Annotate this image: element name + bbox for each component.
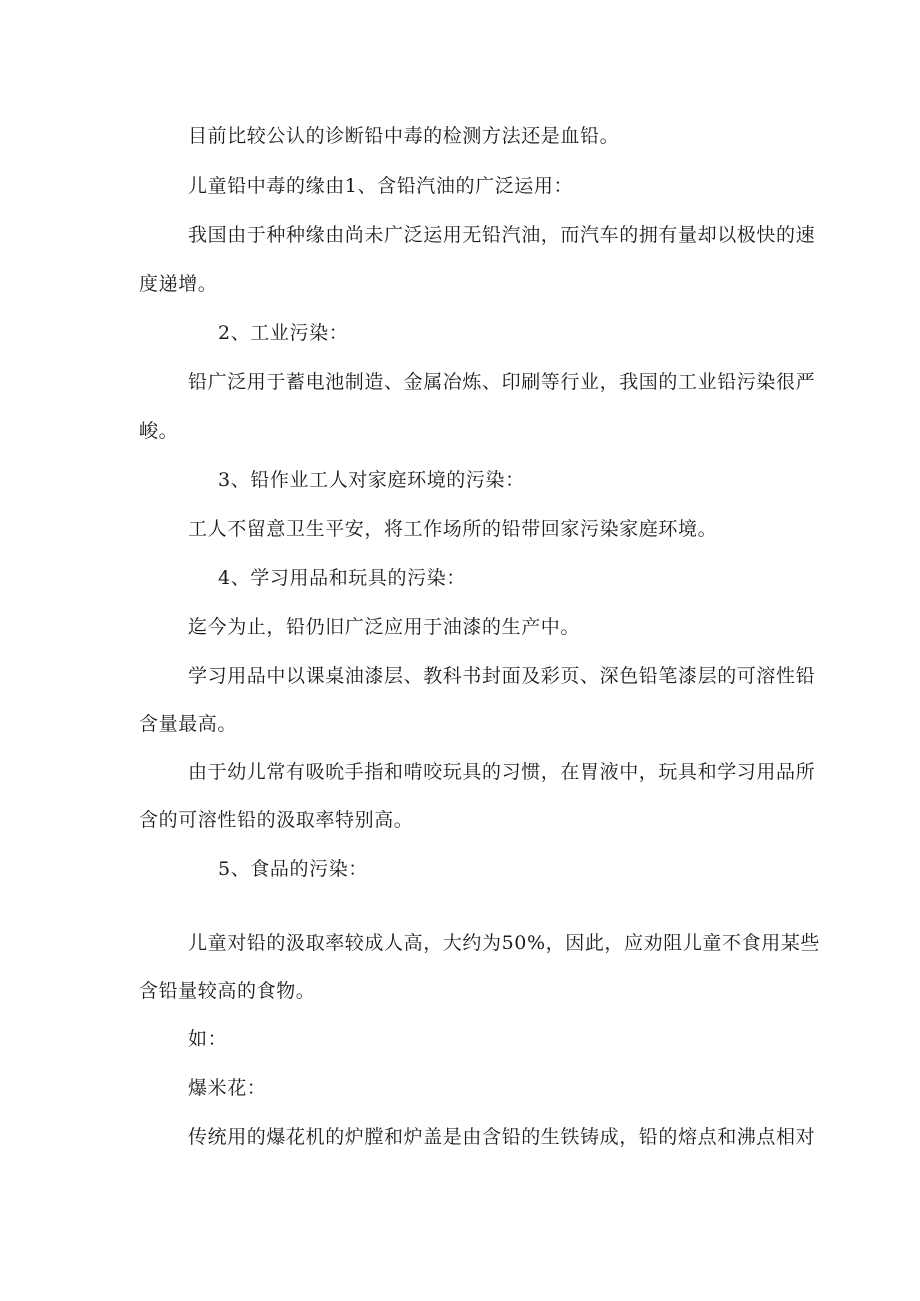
paragraph-line: 工人不留意卫生平安，将工作场所的铅带回家污染家庭环境。: [188, 518, 718, 540]
paragraph-line: 迄今为止，铅仍旧广泛应用于油漆的生产中。: [188, 616, 581, 638]
paragraph-line: 儿童对铅的汲取率较成人高，大约为50%，因此，应劝阻儿童不食用某些: [188, 932, 821, 954]
paragraph-line: 传统用的爆花机的炉膛和炉盖是由含铅的生铁铸成，铅的熔点和沸点相对: [188, 1126, 816, 1148]
paragraph-line: 铅广泛用于蓄电池制造、金属冶炼、印刷等行业，我国的工业铅污染很严: [188, 371, 816, 393]
section-heading: 3、铅作业工人对家庭环境的污染：: [218, 469, 525, 491]
paragraph-line: 儿童铅中毒的缘由1、含铅汽油的广泛运用：: [188, 175, 574, 197]
paragraph-line: 含量最高。: [139, 713, 238, 735]
paragraph-line: 由于幼儿常有吸吮手指和啃咬玩具的习惯，在胃液中，玩具和学习用品所: [188, 761, 816, 783]
paragraph-line: 度递增。: [139, 273, 218, 295]
paragraph-line: 峻。: [139, 420, 179, 442]
paragraph-line: 爆米花：: [188, 1077, 267, 1099]
paragraph-line: 学习用品中以课桌油漆层、教科书封面及彩页、深色铅笔漆层的可溶性铅: [188, 665, 816, 687]
section-heading: 2、工业污染：: [218, 322, 349, 344]
section-heading: 4、学习用品和玩具的污染：: [218, 567, 466, 589]
paragraph-line: 如：: [188, 1028, 228, 1050]
section-heading: 5、食品的污染：: [218, 858, 368, 880]
paragraph-line: 含的可溶性铅的汲取率特别高。: [139, 809, 414, 831]
paragraph-line: 含铅量较高的食物。: [139, 980, 316, 1002]
paragraph-line: 我国由于种种缘由尚未广泛运用无铅汽油，而汽车的拥有量却以极快的速: [188, 224, 816, 246]
paragraph-line: 目前比较公认的诊断铅中毒的检测方法还是血铅。: [188, 125, 620, 147]
